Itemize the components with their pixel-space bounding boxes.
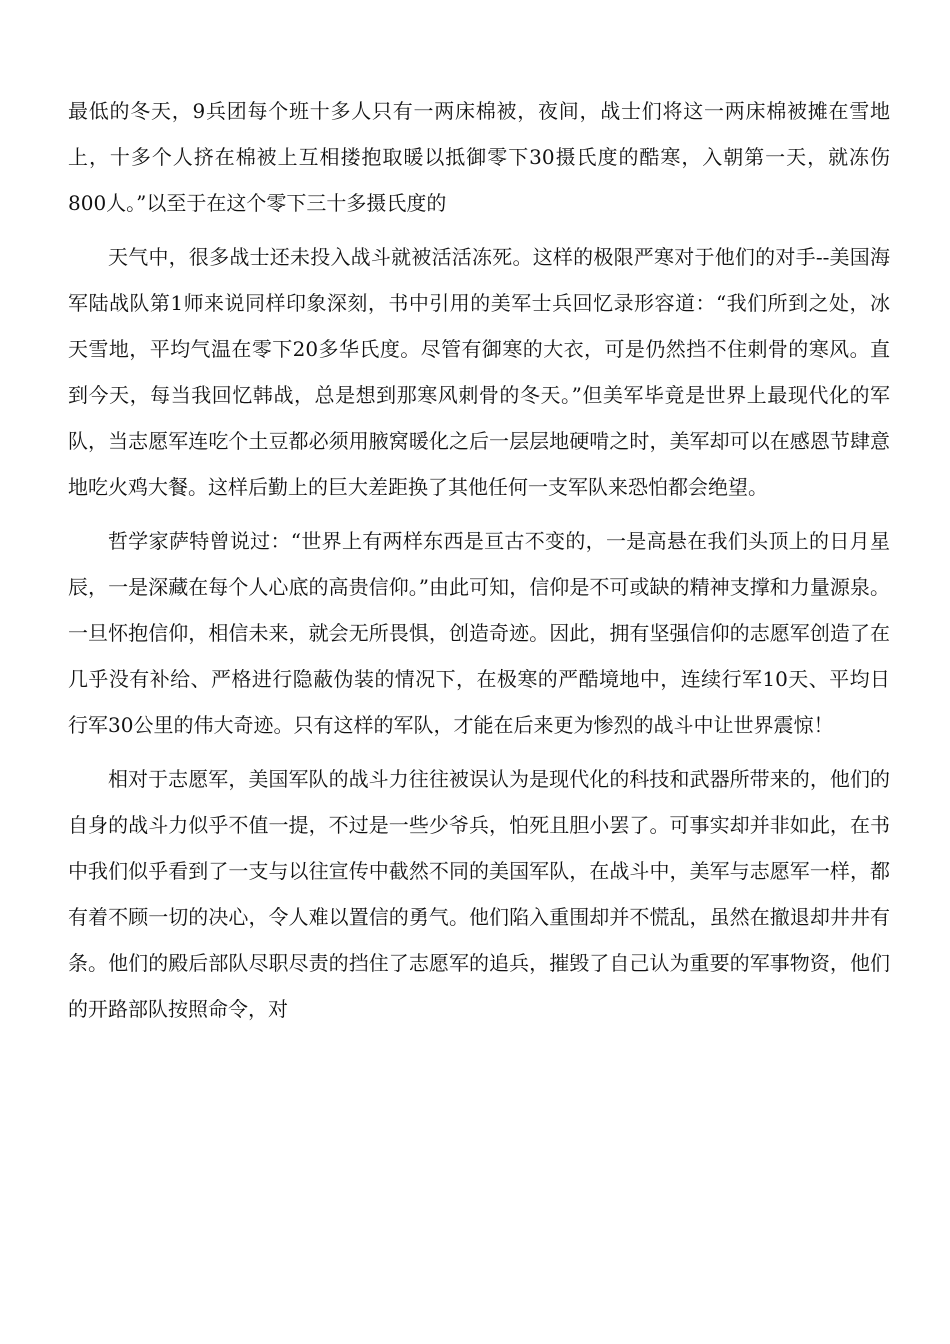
paragraph-1: 最低的冬天，9兵团每个班十多人只有一两床棉被，夜间，战士们将这一两床棉被摊在雪地上，十多个人挤在棉被上互相搂抱取暖以抵御零下30摄氏度的酷寒，入朝第一天，就冻伤800人。”以至于在这个零下三十多摄氏度的	[68, 99, 890, 215]
paragraph-4: 相对于志愿军，美国军队的战斗力往往被误认为是现代化的科技和武器所带来的，他们的自身的战斗力似乎不值一提，不过是一些少爷兵，怕死且胆小罢了。可事实却并非如此，在书中我们似乎看到了一支与以往宣传中截然不同的美国军队，在战斗中，美军与志愿军一样，都有着不顾一切的决心，令人难以置信的勇气。他们陷入重围却并不慌乱，虽然在撤退却井井有条。他们的殿后部队尽职尽责的挡住了志愿军的追兵，摧毁了自己认为重要的军事物资，他们的开路部队按照命令，对	[68, 767, 890, 1021]
document-page	[68, 88, 890, 1040]
paragraph-3: 哲学家萨特曾说过：“世界上有两样东西是亘古不变的，一是高悬在我们头顶上的日月星辰，一是深藏在每个人心底的高贵信仰。”由此可知，信仰是不可或缺的精神支撑和力量源泉。一旦怀抱信仰，相信未来，就会无所畏惧，创造奇迹。因此，拥有坚强信仰的志愿军创造了在几乎没有补给、严格进行隐蔽伪装的情况下，在极寒的严酷境地中，连续行军10天、平均日行军30公里的伟大奇迹。只有这样的军队，才能在后来更为惨烈的战斗中让世界震惊！	[68, 529, 890, 737]
paragraph-2: 天气中，很多战士还未投入战斗就被活活冻死。这样的极限严寒对于他们的对手--美国海军陆战队第1师来说同样印象深刻，书中引用的美军士兵回忆录形容道：“我们所到之处，冰天雪地，平均气温在零下20多华氏度。尽管有御寒的大衣，可是仍然挡不住刺骨的寒风。直到今天，每当我回忆韩战，总是想到那寒风刺骨的冬天。”但美军毕竟是世界上最现代化的军队，当志愿军连吃个土豆都必须用腋窝暖化之后一层层地硬啃之时，美军却可以在感恩节肆意地吃火鸡大餐。这样后勤上的巨大差距换了其他任何一支军队来恐怕都会绝望。	[68, 245, 890, 499]
